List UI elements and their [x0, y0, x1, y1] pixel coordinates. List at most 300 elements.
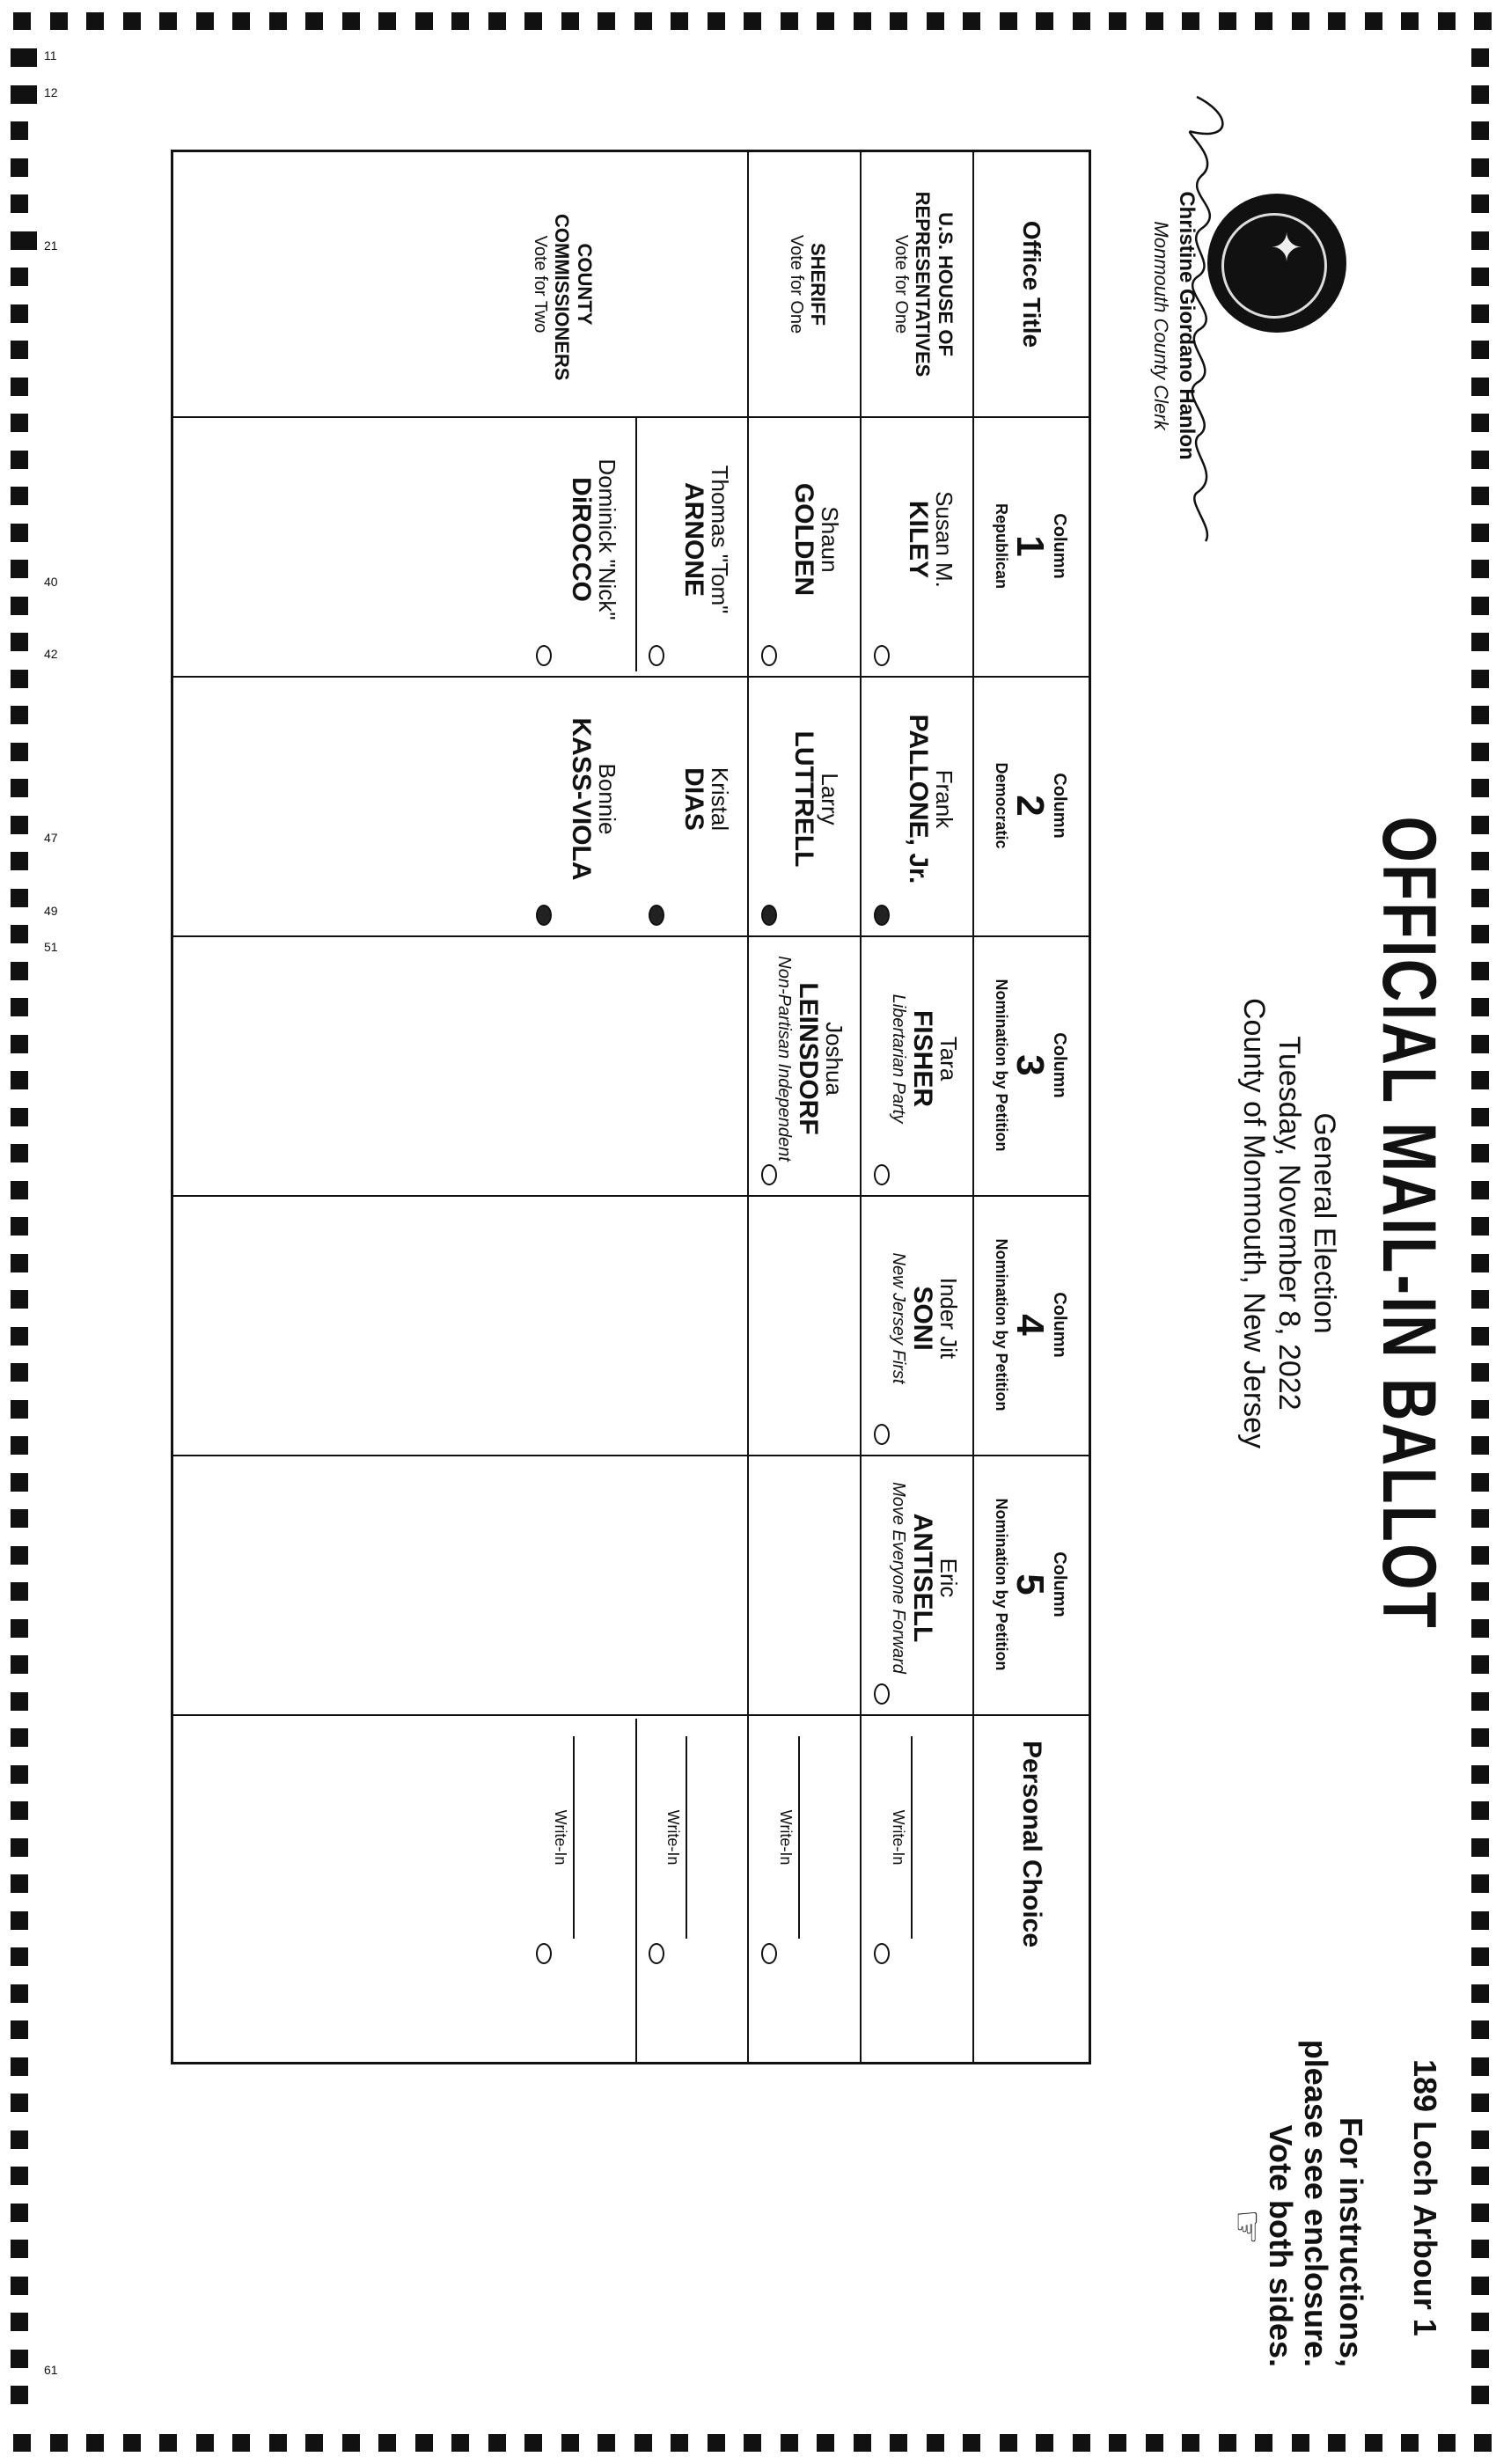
candidate-fisher: [889, 953, 961, 1164]
office-house: [891, 152, 957, 416]
vote-oval-write-in-house[interactable]: [874, 1943, 890, 1964]
timing-mark: [1471, 597, 1489, 615]
office-sheriff-name: SHERIFF: [807, 242, 829, 326]
timing-mark: [11, 2313, 28, 2331]
timing-mark: [1255, 2434, 1272, 2452]
timing-mark: [1471, 1509, 1489, 1528]
timing-mark: [1471, 2204, 1489, 2222]
timing-mark: [927, 2434, 944, 2452]
timing-mark: [1471, 633, 1489, 651]
timing-mark: [11, 1254, 28, 1272]
timing-mark: [1292, 2434, 1309, 2452]
instructions-line-2: please see enclosure.: [1298, 2039, 1334, 2367]
column-4-header: [974, 1195, 1089, 1455]
column-party: Democratic: [993, 762, 1010, 849]
candidate-first-name: Eric: [935, 1558, 962, 1598]
timing-mark: [1219, 2434, 1236, 2452]
timing-mark: [232, 12, 250, 30]
timing-mark: [1471, 2130, 1489, 2149]
timing-mark: [1471, 2240, 1489, 2258]
timing-mark: [11, 48, 37, 67]
timing-mark: [11, 1801, 28, 1820]
timing-mark: [1471, 816, 1489, 834]
candidate-last-name: KILEY: [904, 500, 933, 579]
column-1-header: [974, 416, 1089, 676]
column-number: 5: [1008, 1573, 1052, 1595]
office-commissioners: [530, 152, 596, 416]
timing-mark: [1471, 889, 1489, 907]
candidate-last-name: KASS-VIOLA: [567, 717, 596, 881]
timing-mark: [854, 2434, 871, 2452]
timing-mark: [1471, 2057, 1489, 2076]
candidate-first-name: Larry: [817, 773, 843, 825]
timing-number-42: 42: [44, 647, 58, 661]
timing-mark: [561, 12, 579, 30]
timing-mark: [11, 1874, 28, 1893]
timing-mark: [524, 2434, 542, 2452]
timing-mark: [11, 2057, 28, 2076]
candidate-first-name: Kristal: [707, 766, 733, 832]
timing-mark: [11, 524, 28, 542]
timing-mark: [11, 1071, 28, 1089]
timing-mark: [11, 414, 28, 432]
timing-mark: [11, 2277, 28, 2295]
timing-mark: [1471, 1071, 1489, 1089]
timing-mark: [744, 12, 761, 30]
timing-mark: [11, 451, 28, 469]
timing-mark: [1471, 1327, 1489, 1346]
candidate-kass-viola: [567, 693, 620, 905]
candidate-leinsdorf: [774, 953, 847, 1164]
timing-mark: [1438, 2434, 1456, 2452]
column-number: 3: [1008, 1054, 1052, 1076]
timing-number-61: 61: [44, 2363, 58, 2377]
timing-mark: [451, 2434, 469, 2452]
column-5-header: [974, 1455, 1089, 1714]
timing-mark: [1471, 158, 1489, 177]
timing-mark: [11, 1582, 28, 1601]
timing-mark: [1471, 560, 1489, 578]
timing-mark: [50, 12, 68, 30]
timing-mark: [11, 925, 28, 943]
write-in-label-commissioner-2: Write-In: [552, 1809, 569, 1866]
timing-mark: [1471, 1181, 1489, 1199]
candidate-first-name: Thomas "Tom": [707, 465, 733, 614]
timing-mark: [1471, 2094, 1489, 2112]
timing-mark: [11, 1400, 28, 1419]
timing-mark: [11, 1217, 28, 1236]
instructions-line-3: Vote both sides.: [1263, 2124, 1299, 2367]
timing-mark: [1471, 1254, 1489, 1272]
timing-mark: [1146, 2434, 1163, 2452]
write-in-label-commissioner-1: Write-In: [664, 1809, 682, 1866]
timing-mark: [342, 2434, 360, 2452]
column-3-header: [974, 935, 1089, 1195]
candidate-last-name: LUTTRELL: [789, 730, 818, 868]
timing-mark: [11, 2094, 28, 2112]
timing-mark: [11, 633, 28, 651]
vote-oval-golden[interactable]: [761, 645, 777, 666]
timing-mark: [11, 1144, 28, 1162]
timing-mark: [1182, 12, 1199, 30]
candidate-first-name: Frank: [931, 769, 957, 829]
timing-mark: [1471, 1108, 1489, 1126]
ballot-title: OFFICIAL MAIL-IN BALLOT: [1367, 816, 1451, 1631]
timing-mark: [1365, 12, 1382, 30]
timing-mark: [11, 1546, 28, 1565]
timing-mark: [1036, 12, 1053, 30]
candidate-last-name: SONI: [908, 1286, 937, 1351]
write-in-line-commissioner-2[interactable]: [573, 1736, 575, 1939]
timing-mark: [378, 2434, 396, 2452]
vote-oval-write-in-commissioner-1[interactable]: [649, 1943, 664, 1964]
timing-mark: [1471, 2167, 1489, 2185]
timing-mark: [1471, 1911, 1489, 1930]
timing-mark: [1471, 451, 1489, 469]
timing-mark: [817, 12, 834, 30]
timing-mark: [415, 2434, 433, 2452]
write-in-line-house[interactable]: [911, 1736, 913, 1939]
timing-mark: [11, 1838, 28, 1857]
timing-mark: [634, 2434, 652, 2452]
candidate-first-name: Inder Jit: [935, 1277, 962, 1360]
instructions-line-1: For instructions,: [1333, 2116, 1369, 2367]
election-info: [1236, 924, 1342, 1522]
timing-mark: [1471, 2350, 1489, 2368]
timing-mark: [598, 2434, 615, 2452]
timing-mark: [1471, 1217, 1489, 1236]
personal-choice-header: Personal Choice: [1017, 1740, 1046, 1948]
timing-mark: [11, 1108, 28, 1126]
timing-mark: [1471, 487, 1489, 505]
timing-mark: [1471, 1582, 1489, 1601]
write-in-line-sheriff[interactable]: [798, 1736, 800, 1939]
vote-oval-kass-viola[interactable]: [536, 905, 552, 926]
column-number: 4: [1008, 1314, 1052, 1336]
timing-mark: [11, 1509, 28, 1528]
candidate-last-name: GOLDEN: [789, 482, 818, 597]
timing-mark: [11, 2167, 28, 2185]
timing-mark: [232, 2434, 250, 2452]
timing-mark: [342, 12, 360, 30]
candidate-kiley: [904, 434, 957, 645]
candidate-party: Libertarian Party: [889, 994, 908, 1124]
timing-mark: [1471, 925, 1489, 943]
timing-mark: [11, 2350, 28, 2368]
timing-mark: [11, 560, 28, 578]
timing-mark: [11, 1947, 28, 1966]
timing-mark: [11, 1436, 28, 1455]
timing-mark: [1000, 2434, 1017, 2452]
vote-oval-kiley[interactable]: [874, 645, 890, 666]
election-name: General Election: [1308, 1112, 1341, 1334]
timing-mark: [1036, 2434, 1053, 2452]
office-sheriff: [786, 152, 829, 416]
clerk-title: Monmouth County Clerk: [1150, 221, 1172, 430]
vote-oval-pallone[interactable]: [874, 905, 890, 926]
candidate-golden: [789, 434, 842, 645]
vote-oval-antisell[interactable]: [874, 1683, 890, 1705]
write-in-label-sheriff: Write-In: [777, 1809, 795, 1866]
candidate-last-name: ANTISELL: [908, 1513, 937, 1643]
timing-mark: [1471, 341, 1489, 359]
election-county: County of Monmouth, New Jersey: [1237, 997, 1271, 1449]
timing-mark: [817, 2434, 834, 2452]
timing-mark: [671, 2434, 688, 2452]
timing-mark: [1471, 779, 1489, 797]
timing-mark: [1471, 1838, 1489, 1857]
vote-oval-fisher[interactable]: [874, 1164, 890, 1185]
candidate-first-name: Bonnie: [594, 763, 620, 835]
timing-mark: [11, 1692, 28, 1711]
timing-mark: [708, 2434, 725, 2452]
timing-mark: [11, 1619, 28, 1638]
timing-mark: [890, 2434, 907, 2452]
timing-mark: [1328, 12, 1346, 30]
timing-mark: [1471, 1765, 1489, 1784]
timing-mark: [854, 12, 871, 30]
timing-mark: [196, 2434, 214, 2452]
candidate-dias: [679, 693, 732, 905]
timing-mark: [11, 743, 28, 761]
write-in-line-commissioner-1[interactable]: [686, 1736, 687, 1939]
timing-mark: [1471, 998, 1489, 1016]
candidate-antisell: [889, 1472, 961, 1683]
timing-mark: [1471, 2313, 1489, 2331]
timing-mark: [11, 121, 28, 140]
timing-mark: [1365, 2434, 1382, 2452]
election-date: Tuesday, November 8, 2022: [1272, 1036, 1306, 1411]
timing-mark: [269, 12, 287, 30]
timing-mark: [1255, 12, 1272, 30]
timing-mark: [123, 2434, 141, 2452]
timing-mark: [1292, 12, 1309, 30]
timing-mark: [890, 12, 907, 30]
candidate-arnone: [679, 434, 732, 645]
timing-mark: [1471, 85, 1489, 104]
timing-mark: [1471, 414, 1489, 432]
vote-oval-arnone[interactable]: [649, 645, 664, 666]
office-commissioners-name: COUNTY COMMISSIONERS: [551, 214, 596, 381]
timing-mark: [50, 2434, 68, 2452]
timing-mark: [1471, 1363, 1489, 1382]
timing-mark: [781, 2434, 798, 2452]
timing-mark: [1471, 1801, 1489, 1820]
column-2-header: [974, 676, 1089, 935]
candidate-first-name: Dominick "Nick": [594, 458, 620, 620]
timing-mark: [451, 12, 469, 30]
timing-mark: [671, 12, 688, 30]
timing-mark: [1471, 706, 1489, 724]
candidate-last-name: DiROCCO: [567, 477, 596, 602]
timing-mark: [86, 2434, 104, 2452]
candidate-first-name: Tara: [935, 1036, 962, 1082]
timing-mark: [11, 268, 28, 286]
vote-oval-dirocco[interactable]: [536, 645, 552, 666]
timing-mark: [1073, 2434, 1090, 2452]
county-seal-icon: ✦: [1207, 194, 1346, 333]
timing-mark: [1471, 48, 1489, 67]
timing-mark: [1471, 852, 1489, 870]
timing-mark: [305, 2434, 323, 2452]
timing-mark: [1471, 1692, 1489, 1711]
timing-mark: [927, 12, 944, 30]
timing-mark: [1401, 2434, 1419, 2452]
timing-mark: [1471, 1436, 1489, 1455]
timing-mark: [11, 670, 28, 688]
timing-mark: [1471, 2386, 1489, 2404]
timing-mark: [1182, 2434, 1199, 2452]
timing-mark: [159, 2434, 177, 2452]
candidate-first-name: Joshua: [821, 1022, 847, 1096]
timing-mark: [11, 1655, 28, 1674]
timing-mark: [1471, 1290, 1489, 1309]
column-number: 1: [1008, 535, 1052, 557]
ballot-grid: [171, 150, 1091, 2064]
candidate-luttrell: [789, 693, 842, 905]
timing-mark: [1471, 1947, 1489, 1966]
timing-mark: [11, 962, 28, 980]
timing-mark: [11, 779, 28, 797]
timing-mark: [561, 2434, 579, 2452]
timing-mark: [1471, 1728, 1489, 1747]
timing-mark: [1000, 12, 1017, 30]
timing-mark: [11, 2386, 28, 2404]
timing-mark: [963, 12, 980, 30]
candidate-last-name: ARNONE: [679, 481, 708, 597]
ballot-sheet: [70, 53, 1461, 2394]
timing-mark: [196, 12, 214, 30]
timing-mark: [1219, 12, 1236, 30]
timing-mark: [13, 2434, 31, 2452]
timing-mark: [11, 1765, 28, 1784]
timing-mark: [11, 2204, 28, 2222]
timing-mark: [488, 2434, 506, 2452]
timing-mark: [305, 12, 323, 30]
column-label: Column: [1050, 1032, 1069, 1098]
instructions: [1263, 1998, 1368, 2367]
timing-mark: [11, 2020, 28, 2039]
timing-mark: [1471, 231, 1489, 250]
timing-mark: [269, 2434, 287, 2452]
timing-mark: [378, 12, 396, 30]
timing-mark: [11, 487, 28, 505]
timing-number-51: 51: [44, 940, 58, 954]
timing-mark: [86, 12, 104, 30]
column-party: Nomination by Petition: [993, 1498, 1010, 1671]
timing-number-12: 12: [44, 85, 58, 99]
timing-mark: [1471, 962, 1489, 980]
timing-mark: [11, 1728, 28, 1747]
vote-oval-dias[interactable]: [649, 905, 664, 926]
candidate-soni: [889, 1213, 961, 1424]
timing-mark: [11, 1984, 28, 2003]
timing-mark: [11, 1181, 28, 1199]
timing-mark: [781, 12, 798, 30]
timing-mark: [963, 2434, 980, 2452]
clerk-name: Christine Giordano Hanlon: [1175, 191, 1199, 460]
column-number: 2: [1008, 795, 1052, 817]
timing-mark: [1471, 1984, 1489, 2003]
vote-oval-write-in-sheriff[interactable]: [761, 1943, 777, 1964]
timing-mark: [11, 706, 28, 724]
timing-mark: [1471, 2277, 1489, 2295]
candidate-party: Non-Partisan Independent: [774, 956, 794, 1162]
candidate-first-name: Susan M.: [931, 491, 957, 588]
timing-mark: [11, 341, 28, 359]
office-sheriff-instruction: Vote for One: [787, 234, 806, 334]
column-label: Column: [1050, 1551, 1069, 1617]
timing-mark: [1471, 1035, 1489, 1053]
timing-mark: [11, 852, 28, 870]
timing-mark: [488, 12, 506, 30]
column-label: Column: [1050, 1292, 1069, 1358]
column-label: Column: [1050, 513, 1069, 579]
timing-mark: [1109, 12, 1126, 30]
timing-mark: [1471, 378, 1489, 396]
timing-number-47: 47: [44, 831, 58, 845]
candidate-last-name: PALLONE, Jr.: [904, 714, 933, 884]
vote-oval-leinsdorf[interactable]: [761, 1164, 777, 1185]
timing-mark: [1471, 1400, 1489, 1419]
candidate-last-name: DIAS: [679, 767, 708, 831]
timing-mark: [1328, 2434, 1346, 2452]
column-party: Nomination by Petition: [993, 979, 1010, 1152]
timing-mark: [11, 1911, 28, 1930]
pointing-hand-icon: ☞: [1225, 2209, 1271, 2246]
timing-mark: [11, 1290, 28, 1309]
timing-mark: [11, 378, 28, 396]
timing-mark: [1471, 194, 1489, 213]
timing-mark: [1471, 1144, 1489, 1162]
timing-mark: [11, 889, 28, 907]
office-title-header: Office Title: [1018, 220, 1045, 348]
timing-mark: [1146, 12, 1163, 30]
timing-mark: [11, 1363, 28, 1382]
timing-mark: [11, 998, 28, 1016]
candidate-last-name: LEINSDORF: [794, 982, 823, 1135]
timing-mark: [13, 12, 31, 30]
timing-mark: [11, 194, 28, 213]
timing-number-21: 21: [44, 238, 58, 253]
timing-mark: [744, 2434, 761, 2452]
timing-mark: [708, 12, 725, 30]
timing-mark: [1073, 12, 1090, 30]
timing-mark: [1471, 1473, 1489, 1492]
candidate-party: Move Everyone Forward: [889, 1482, 908, 1674]
timing-mark: [11, 158, 28, 177]
timing-mark: [634, 12, 652, 30]
timing-number-40: 40: [44, 575, 58, 589]
timing-mark: [11, 597, 28, 615]
office-house-name: U.S. HOUSE OF REPRESENTATIVES: [912, 191, 957, 378]
timing-mark: [1471, 304, 1489, 323]
timing-mark: [11, 231, 37, 250]
timing-mark: [1471, 121, 1489, 140]
timing-mark: [1471, 2020, 1489, 2039]
timing-mark: [524, 12, 542, 30]
timing-mark: [1474, 2434, 1492, 2452]
candidate-first-name: Shaun: [817, 506, 843, 573]
timing-mark: [11, 1327, 28, 1346]
vote-oval-soni[interactable]: [874, 1424, 890, 1445]
timing-mark: [1471, 1874, 1489, 1893]
vote-oval-luttrell[interactable]: [761, 905, 777, 926]
office-house-instruction: Vote for One: [891, 234, 911, 334]
column-party: Nomination by Petition: [993, 1238, 1010, 1412]
vote-oval-write-in-commissioner-2[interactable]: [536, 1943, 552, 1964]
timing-mark: [1109, 2434, 1126, 2452]
